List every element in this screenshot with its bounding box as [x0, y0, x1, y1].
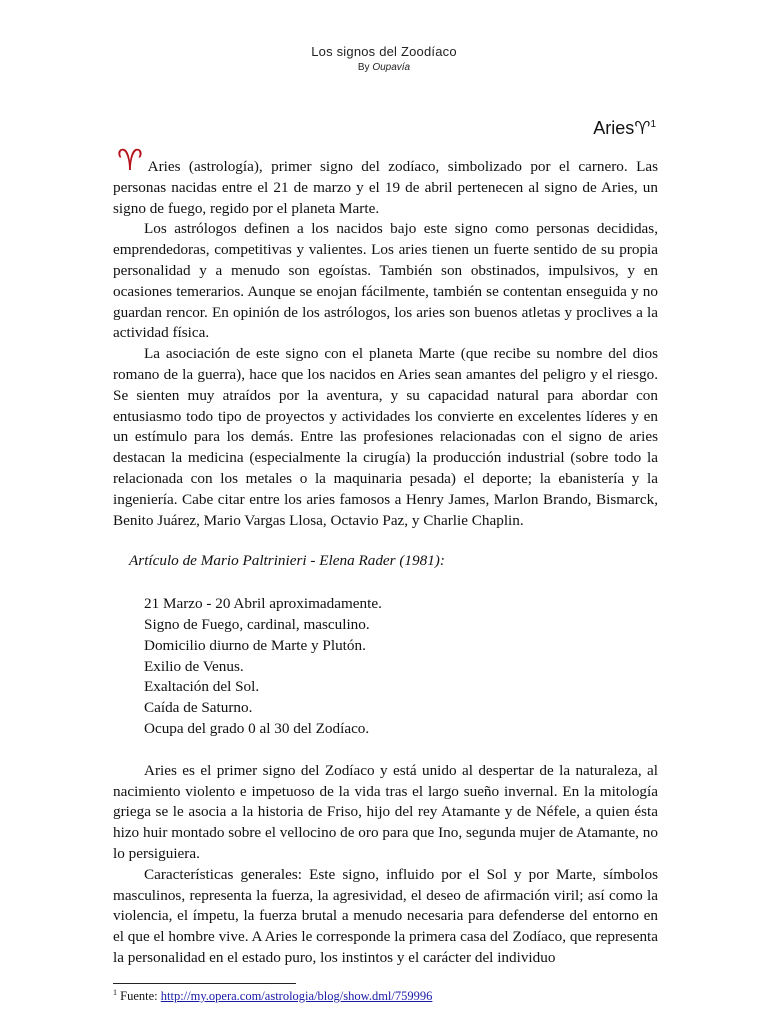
footnote-reference[interactable]: 1	[650, 119, 656, 130]
list-item: Exaltación del Sol.	[144, 678, 260, 696]
sign-heading	[593, 118, 656, 139]
list-item: Signo de Fuego, cardinal, masculino.	[144, 615, 370, 633]
document-title: Los signos del Zoodíaco	[311, 44, 457, 59]
footnote-label: Fuente:	[117, 989, 161, 1004]
sign-name: Aries	[593, 118, 635, 138]
aries-symbol-icon: ♈	[117, 143, 148, 177]
paragraph-intro-text: Aries (astrología), primer signo del zodíaco, simbolizado por el carnero. Las personas nacidas entre el 21 de marzo y el 19 de abril pertenecen al signo de Aries, un signo de fuego, regido por el planeta Marte.	[113, 158, 658, 217]
footnote	[113, 988, 432, 1004]
byline-author: Oupavía	[372, 62, 411, 73]
list-item: Exilio de Venus.	[144, 657, 244, 675]
footnote-divider	[113, 983, 296, 984]
sign-attributes-list	[144, 594, 658, 740]
byline-prefix: By	[357, 62, 373, 73]
document-byline	[0, 62, 768, 73]
list-item: 21 Marzo - 20 Abril aproximadamente.	[144, 595, 382, 613]
article-title: Artículo de Mario Paltrinieri - Elena Rader (1981):	[129, 552, 445, 570]
aries-symbol-icon: ♈	[634, 118, 651, 139]
paragraph-characteristics: Características generales: Este signo, influido por el Sol y por Marte, símbolos masculinos, representa la fuerza, la agresividad, el deseo de afirmación viril; así como la violencia, el ímpetu, la fuerza brutal a menudo necesaria para defenderse del entorno en el que el hombre vive. A Aries le corresponde la primera casa del Zodíaco, que representa la personalidad en el estado puro, los instintos y el carácter del individuo	[113, 865, 658, 966]
paragraph-personality: Los astrólogos definen a los nacidos bajo este signo como personas decididas, emprendedoras, competitivas y valientes. Los aries tienen un fuerte sentido de su propia personalidad y a menudo son egoístas. También son obstinados, impulsivos, y en ocasiones temerarios. Aunque se enojan fácilmente, también se contentan enseguida y no guardan rencor. En opinión de los astrólogos, los aries son buenos atletas y proclives a la actividad física.	[113, 220, 658, 342]
list-item: Caída de Saturno.	[144, 699, 253, 717]
paragraph-mythology: Aries es el primer signo del Zodíaco y está unido al despertar de la naturaleza, al nacimiento violento e impetuoso de la vida tras el largo sueño invernal. En la mitología griega se le asocia a la historia de Friso, hijo del rey Atamante y de Néfele, a quien ésta hizo huir montado sobre el vellocino de oro para que Ino, segunda mujer de Atamante, no lo persiguiera.	[113, 761, 658, 862]
footnote-source-link[interactable]: http://my.opera.com/astrologia/blog/show.dml/759996	[160, 989, 433, 1004]
paragraph-mars: La asociación de este signo con el planeta Marte (que recibe su nombre del dios romano de la guerra), hace que los nacidos en Aries sean amantes del peligro y el riesgo. Se sienten muy atraídos por la aventura, y su capacidad natural para abordar con entusiasmo todo tipo de proyectos y actividades los convierte en excelentes líderes y en un estímulo para los demás. Entre las profesiones relacionadas con el signo de aries destacan la medicina (especialmente la cirugía) la producción industrial (sobre todo la relacionada con los metales o la maquinaria pesada) el deporte; la ebanistería y la ingeniería. Cabe citar entre los aries famosos a Henry James, Marlon Brando, Bismarck, Benito Juárez, Mario Vargas Llosa, Octavio Paz, y Charlie Chaplin.	[113, 345, 658, 529]
list-item: Ocupa del grado 0 al 30 del Zodíaco.	[144, 719, 370, 737]
article-body	[113, 143, 658, 969]
paragraph-intro	[113, 143, 658, 219]
list-item: Domicilio diurno de Marte y Plutón.	[144, 636, 366, 654]
footnote-number: 1	[113, 988, 117, 997]
